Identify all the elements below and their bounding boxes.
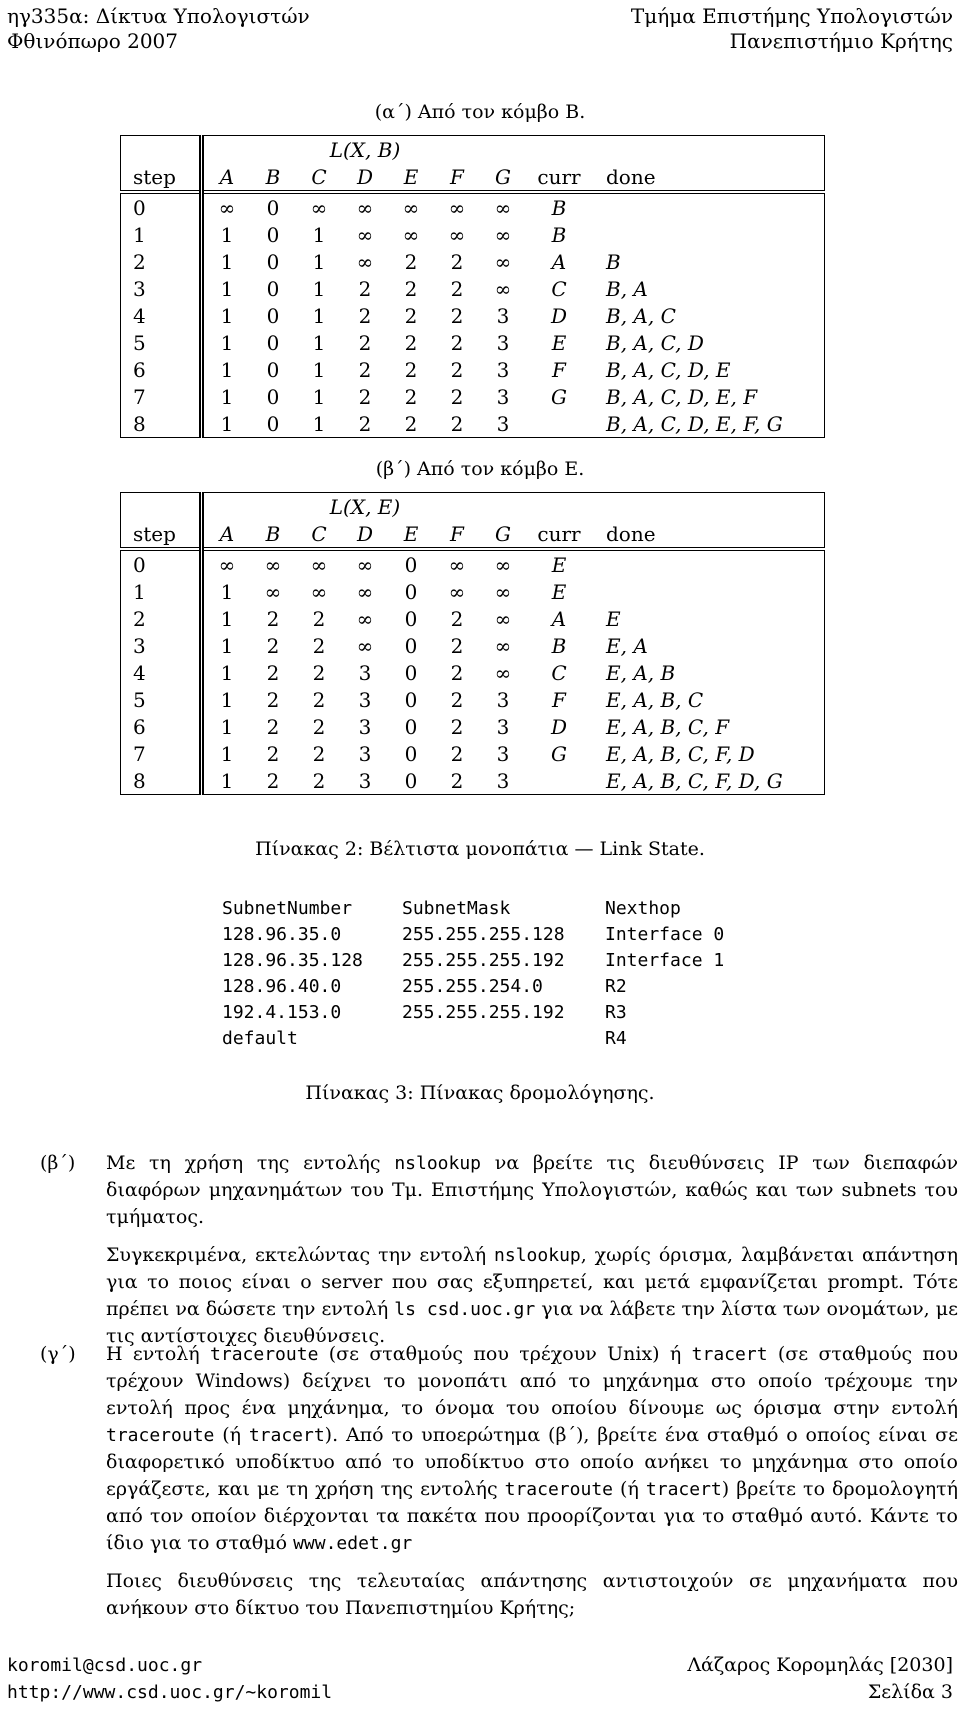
distance-cell: 3 — [496, 687, 510, 712]
subnet-number: 128.96.35.128 — [222, 950, 363, 971]
done-cell — [592, 578, 825, 605]
distance-cell: ∞ — [494, 606, 512, 631]
distance-cell: 0 — [266, 249, 280, 274]
curr-cell: F — [552, 357, 566, 382]
distance-cell: 0 — [388, 549, 434, 578]
distance-cell: 3 — [358, 687, 372, 712]
nexthop: R2 — [605, 976, 627, 997]
blank-cell — [526, 136, 592, 164]
step-cell: 0 — [121, 549, 202, 578]
distance-cell: 0 — [404, 660, 418, 685]
text-run: (ή — [214, 1424, 249, 1446]
curr-cell: G — [551, 741, 567, 766]
distance-cell: 0 — [404, 579, 418, 604]
distance-cell: 1 — [202, 383, 251, 410]
course-title: ηγ335α: Δίκτυα Υπολογιστών — [7, 4, 310, 28]
distance-cell: 1 — [202, 221, 251, 248]
distance-cell: ∞ — [434, 192, 480, 221]
curr-cell: F — [552, 687, 566, 712]
distance-cell: 3 — [358, 714, 372, 739]
distance-cell: 2 — [266, 660, 280, 685]
distance-cell: 2 — [312, 660, 326, 685]
distance-cell: 3 — [496, 330, 510, 355]
distance-cell: ∞ — [434, 549, 480, 578]
done-cell: E, A, B — [592, 659, 825, 686]
distance-cell: 0 — [266, 384, 280, 409]
column-header: done — [592, 163, 825, 192]
distance-cell: ∞ — [388, 192, 434, 221]
curr-cell: E — [551, 330, 567, 355]
subnet-mask: 255.255.255.128 — [402, 924, 565, 945]
distance-cell: 2 — [250, 767, 296, 795]
distance-cell: 2 — [404, 384, 418, 409]
step-cell: 7 — [121, 383, 202, 410]
distance-cell: 2 — [266, 606, 280, 631]
done-cell: B, A — [592, 275, 825, 302]
step-cell: 5 — [121, 686, 202, 713]
column-header: done — [592, 520, 825, 549]
distance-cell: 3 — [480, 767, 526, 795]
curr-cell: D — [550, 714, 568, 739]
department: Τμήμα Επιστήμης Υπολογιστών — [630, 4, 953, 28]
routing-row — [222, 974, 755, 1000]
distance-cell: 2 — [358, 357, 372, 382]
step-cell: 0 — [121, 192, 202, 221]
distance-cell: 3 — [496, 303, 510, 328]
distance-cell: 0 — [250, 410, 296, 438]
subnet-number: 192.4.153.0 — [222, 1002, 342, 1023]
column-header: step — [121, 520, 202, 549]
distance-cell: ∞ — [480, 192, 526, 221]
distance-cell: 2 — [358, 384, 372, 409]
column-header: step — [121, 163, 202, 192]
distance-cell: 0 — [404, 606, 418, 631]
done-cell: E, A — [592, 632, 825, 659]
distance-cell: 1 — [312, 222, 326, 247]
column-header: curr — [537, 164, 581, 189]
nexthop: Interface 0 — [605, 924, 725, 945]
distance-cell: 2 — [450, 249, 464, 274]
distance-cell: 1 — [202, 248, 251, 275]
curr-cell: D — [550, 303, 568, 328]
code-text: traceroute — [106, 1425, 215, 1446]
text-run: Συγκεκριμένα, εκτελώντας την εντολή — [106, 1244, 495, 1266]
curr-cell: C — [551, 660, 567, 685]
question-c-paragraph-2: Ποιες διευθύνσεις της τελευταίας απάντησης αντιστοιχούν σε μηχανήματα που ανήκουν στο δίκτυο του Πανεπιστημίου Κρήτης; — [106, 1570, 958, 1619]
nexthop: Interface 1 — [605, 950, 725, 971]
text-run: ) βρείτε το δρομολογητή από τον οποίον διέρχονται τα πακέτα που προορίζονται για το σταθμό αυτό. Κάντε το ίδιο για το σταθμό — [106, 1478, 958, 1554]
column-header: F — [450, 164, 464, 189]
distance-cell: 0 — [266, 222, 280, 247]
distance-cell: 1 — [296, 410, 342, 438]
distance-cell: 2 — [434, 410, 480, 438]
column-header: D — [356, 164, 374, 189]
routing-row — [222, 1026, 755, 1052]
curr-cell: E — [551, 579, 567, 604]
text-run: (σε σταθμούς που τρέχουν Unix) ή — [318, 1343, 692, 1365]
distance-cell: 2 — [266, 633, 280, 658]
column-header: A — [202, 520, 251, 549]
question-c-paragraph-1 — [106, 1341, 958, 1557]
distance-cell: 2 — [266, 687, 280, 712]
done-cell — [592, 192, 825, 221]
column-header: E — [403, 164, 419, 189]
code-text: nslookup — [394, 1153, 482, 1174]
text-run: να βρείτε τις διευθύνσεις IP των διεπαφών διαφόρων μηχανημάτων του Τμ. Επιστήμης Υπολογιστών, καθώς και των subnets του τμήματος. — [106, 1152, 959, 1228]
nexthop: Nexthop — [605, 898, 681, 919]
distance-cell: ∞ — [296, 549, 342, 578]
distance-cell: ∞ — [494, 276, 512, 301]
column-header: curr — [537, 521, 581, 546]
text-run: για να λάβετε την λίστα των ονομάτων, με τις αντίστοιχες διευθύνσεις. — [106, 1298, 958, 1347]
distance-cell: 0 — [250, 192, 296, 221]
distance-cell: 1 — [312, 330, 326, 355]
distance-cell: 2 — [358, 276, 372, 301]
distance-cell: ∞ — [494, 249, 512, 274]
distance-cell: 1 — [202, 632, 251, 659]
step-cell: 1 — [121, 221, 202, 248]
distance-cell: ∞ — [448, 579, 466, 604]
column-header: C — [311, 521, 327, 546]
distance-cell: 0 — [266, 330, 280, 355]
distance-cell: 2 — [312, 633, 326, 658]
distance-cell: 1 — [202, 740, 251, 767]
distance-cell: 1 — [312, 357, 326, 382]
distance-cell: 1 — [202, 410, 251, 438]
link-state-table-from-b — [120, 135, 825, 438]
curr-cell: B — [526, 192, 592, 221]
step-cell: 4 — [121, 302, 202, 329]
column-header: G — [495, 521, 511, 546]
routing-table — [222, 896, 755, 1052]
subnet-number: 128.96.35.0 — [222, 924, 342, 945]
corner-cell — [121, 136, 202, 164]
step-cell: 2 — [121, 248, 202, 275]
table-b-caption: (β΄) Από τον κόμβο E. — [375, 458, 585, 480]
done-cell: E, A, B, C, F, D, G — [592, 767, 825, 795]
column-header: G — [495, 164, 511, 189]
code-text: www.edet.gr — [293, 1533, 413, 1554]
distance-cell: 2 — [312, 606, 326, 631]
curr-cell: A — [551, 249, 567, 274]
routing-row — [222, 948, 755, 974]
table-2-caption: Πίνακας 2: Βέλτιστα μονοπάτια — Link State. — [255, 838, 705, 860]
footer-author: Λάζαρος Κορομηλάς [2030] — [687, 1654, 953, 1676]
distance-cell: 3 — [342, 767, 388, 795]
distance-cell: ∞ — [296, 192, 342, 221]
curr-cell: E — [526, 549, 592, 578]
distance-cell: ∞ — [356, 579, 374, 604]
curr-cell: B — [551, 633, 567, 658]
distance-cell: 2 — [266, 741, 280, 766]
distance-cell: ∞ — [494, 660, 512, 685]
done-cell: B, A, C, D, E, F, G — [592, 410, 825, 438]
distance-cell: 1 — [202, 713, 251, 740]
distance-cell: ∞ — [250, 549, 296, 578]
subnet-number: default — [222, 1028, 298, 1049]
step-cell: 4 — [121, 659, 202, 686]
done-cell: E, A, B, C, F, D — [592, 740, 825, 767]
distance-cell: ∞ — [202, 192, 251, 221]
distance-cell: 2 — [450, 303, 464, 328]
distance-cell: 2 — [404, 330, 418, 355]
table-3-caption: Πίνακας 3: Πίνακας δρομολόγησης. — [305, 1082, 655, 1104]
done-cell: B, A, C — [592, 302, 825, 329]
done-cell: E, A, B, C — [592, 686, 825, 713]
distance-cell: 2 — [358, 330, 372, 355]
step-cell: 7 — [121, 740, 202, 767]
distance-cell: 1 — [202, 275, 251, 302]
distance-cell: 1 — [312, 276, 326, 301]
step-cell: 6 — [121, 713, 202, 740]
code-text: traceroute — [504, 1479, 613, 1500]
question-b-paragraph-2 — [106, 1242, 958, 1350]
distance-cell: ∞ — [264, 579, 282, 604]
distance-cell: 1 — [202, 767, 251, 795]
nexthop: R4 — [605, 1028, 627, 1049]
distance-cell: 0 — [266, 357, 280, 382]
routing-row — [222, 922, 755, 948]
code-text: nslookup — [494, 1245, 581, 1266]
curr-cell: A — [551, 606, 567, 631]
distance-cell: ∞ — [356, 633, 374, 658]
distance-cell: ∞ — [310, 579, 328, 604]
distance-cell: 2 — [450, 357, 464, 382]
blank-cell — [526, 493, 592, 521]
corner-cell — [121, 493, 202, 521]
question-b — [40, 1150, 958, 1350]
subnet-mask: 255.255.255.192 — [402, 950, 565, 971]
done-cell: B, A, C, D, E, F — [592, 383, 825, 410]
link-state-table-from-e — [120, 492, 825, 795]
university: Πανεπιστήμιο Κρήτης — [729, 29, 953, 53]
distance-cell: 2 — [450, 660, 464, 685]
text-run: , χωρίς όρισμα, λαμβάνεται απάντηση για το ποιος είναι ο server που σας εξυπηρετεί, και μετά εμφανίζεται prompt. Τότε πρέπει να δώσετε την εντολή — [106, 1244, 958, 1320]
distance-cell: 1 — [202, 329, 251, 356]
footer-url: http://www.csd.uoc.gr/∼koromil — [7, 1682, 333, 1703]
curr-cell — [526, 767, 592, 795]
distance-cell: 3 — [480, 410, 526, 438]
text-run: (σε σταθμούς που τρέχουν Windows) δείχνει το μονοπάτι από το μηχάνημα στο οποίο τρέχουμε την εντολή προς ένα μηχάνημα, το όνομα του οποίου δίνουμε ως όρισμα στην εντολή — [106, 1343, 958, 1419]
group-label: L(X, E) — [202, 493, 527, 521]
subnet-mask: 255.255.254.0 — [402, 976, 543, 997]
distance-cell: 2 — [450, 384, 464, 409]
question-c — [40, 1341, 958, 1622]
step-cell: 5 — [121, 329, 202, 356]
done-cell: B, A, C, D, E — [592, 356, 825, 383]
distance-cell: 2 — [450, 687, 464, 712]
distance-cell: 2 — [312, 687, 326, 712]
code-text: tracert — [645, 1479, 722, 1500]
distance-cell: ∞ — [494, 633, 512, 658]
done-cell: B — [592, 248, 825, 275]
done-cell: E, A, B, C, F — [592, 713, 825, 740]
question-c-label: (γ΄) — [40, 1343, 76, 1365]
distance-cell: 2 — [404, 303, 418, 328]
distance-cell: 0 — [404, 633, 418, 658]
semester: Φθινόπωρο 2007 — [7, 29, 178, 53]
text-run: ). Από το υποερώτημα (β΄), βρείτε ένα σταθμό ο οποίος είναι σε διαφορετικό υποδίκτυο από το υποδίκτυο στο οποίο ανήκει το μηχάνημα στο οποίο εργάζεστε, και με τη χρήση της εντολής — [106, 1424, 958, 1500]
distance-cell: 1 — [202, 302, 251, 329]
step-cell: 8 — [121, 767, 202, 795]
distance-cell: ∞ — [356, 606, 374, 631]
distance-cell: 0 — [266, 303, 280, 328]
column-header: D — [356, 521, 374, 546]
curr-cell — [526, 410, 592, 438]
distance-cell: 2 — [342, 410, 388, 438]
text-run: Με τη χρήση της εντολής — [106, 1152, 395, 1174]
distance-cell: ∞ — [342, 192, 388, 221]
distance-cell: 0 — [404, 741, 418, 766]
distance-cell: 0 — [404, 687, 418, 712]
distance-cell: 3 — [358, 660, 372, 685]
subnet-mask: SubnetMask — [402, 898, 511, 919]
column-header: C — [311, 164, 327, 189]
distance-cell: ∞ — [356, 249, 374, 274]
subnet-mask: 255.255.255.192 — [402, 1002, 565, 1023]
distance-cell: 2 — [404, 249, 418, 274]
group-label: L(X, B) — [202, 136, 527, 164]
distance-cell: ∞ — [494, 222, 512, 247]
distance-cell: 2 — [296, 767, 342, 795]
question-b-label: (β΄) — [40, 1152, 76, 1174]
column-header: E — [403, 521, 419, 546]
distance-cell: ∞ — [494, 579, 512, 604]
curr-cell: B — [551, 222, 567, 247]
column-header: B — [265, 164, 281, 189]
distance-cell: 2 — [434, 767, 480, 795]
step-cell: 2 — [121, 605, 202, 632]
distance-cell: 1 — [312, 249, 326, 274]
step-cell: 6 — [121, 356, 202, 383]
text-run: (ή — [613, 1478, 646, 1500]
distance-cell: 1 — [202, 578, 251, 605]
text-run: Η εντολή — [106, 1343, 211, 1365]
distance-cell: 3 — [496, 741, 510, 766]
done-cell — [592, 221, 825, 248]
distance-cell: 3 — [496, 357, 510, 382]
distance-cell: 2 — [312, 741, 326, 766]
distance-cell: ∞ — [356, 222, 374, 247]
routing-row — [222, 1000, 755, 1026]
distance-cell: 3 — [496, 384, 510, 409]
code-text: traceroute — [210, 1344, 319, 1365]
distance-cell: ∞ — [402, 222, 420, 247]
question-b-paragraph-1 — [106, 1150, 958, 1231]
distance-cell: 0 — [266, 276, 280, 301]
distance-cell: 0 — [404, 714, 418, 739]
footer-page: Σελίδα 3 — [867, 1681, 953, 1703]
distance-cell: 2 — [450, 741, 464, 766]
column-header: A — [202, 163, 251, 192]
distance-cell: 2 — [450, 330, 464, 355]
distance-cell: 2 — [312, 714, 326, 739]
distance-cell: ∞ — [202, 549, 251, 578]
step-cell: 1 — [121, 578, 202, 605]
table-a-caption: (α΄) Από τον κόμβο B. — [374, 101, 586, 123]
nexthop: R3 — [605, 1002, 627, 1023]
distance-cell: 1 — [312, 303, 326, 328]
footer-email: koromil@csd.uoc.gr — [7, 1655, 203, 1676]
blank-cell — [592, 136, 825, 164]
curr-cell: C — [551, 276, 567, 301]
distance-cell: 1 — [202, 605, 251, 632]
distance-cell: 1 — [202, 686, 251, 713]
done-cell: B, A, C, D — [592, 329, 825, 356]
distance-cell: ∞ — [448, 222, 466, 247]
subnet-number: 128.96.40.0 — [222, 976, 342, 997]
code-text: tracert — [691, 1344, 768, 1365]
done-cell — [592, 549, 825, 578]
subnet-number: SubnetNumber — [222, 898, 353, 919]
distance-cell: 1 — [202, 356, 251, 383]
done-cell: E — [592, 605, 825, 632]
distance-cell: 0 — [388, 767, 434, 795]
distance-cell: 2 — [450, 633, 464, 658]
distance-cell: 2 — [266, 714, 280, 739]
curr-cell: G — [551, 384, 567, 409]
code-text: ls csd.uoc.gr — [394, 1299, 536, 1320]
distance-cell: 1 — [202, 659, 251, 686]
distance-cell: 3 — [358, 741, 372, 766]
step-cell: 3 — [121, 632, 202, 659]
code-text: tracert — [248, 1425, 325, 1446]
blank-cell — [592, 493, 825, 521]
routing-header-row — [222, 896, 755, 922]
column-header: B — [265, 521, 281, 546]
distance-cell: 2 — [404, 357, 418, 382]
distance-cell: 2 — [388, 410, 434, 438]
distance-cell: 3 — [496, 714, 510, 739]
distance-cell: 2 — [358, 303, 372, 328]
step-cell: 8 — [121, 410, 202, 438]
distance-cell: 2 — [404, 276, 418, 301]
distance-cell: ∞ — [342, 549, 388, 578]
step-cell: 3 — [121, 275, 202, 302]
distance-cell: 2 — [450, 714, 464, 739]
distance-cell: ∞ — [480, 549, 526, 578]
column-header: F — [450, 521, 464, 546]
distance-cell: 2 — [450, 606, 464, 631]
distance-cell: 1 — [312, 384, 326, 409]
distance-cell: 2 — [450, 276, 464, 301]
